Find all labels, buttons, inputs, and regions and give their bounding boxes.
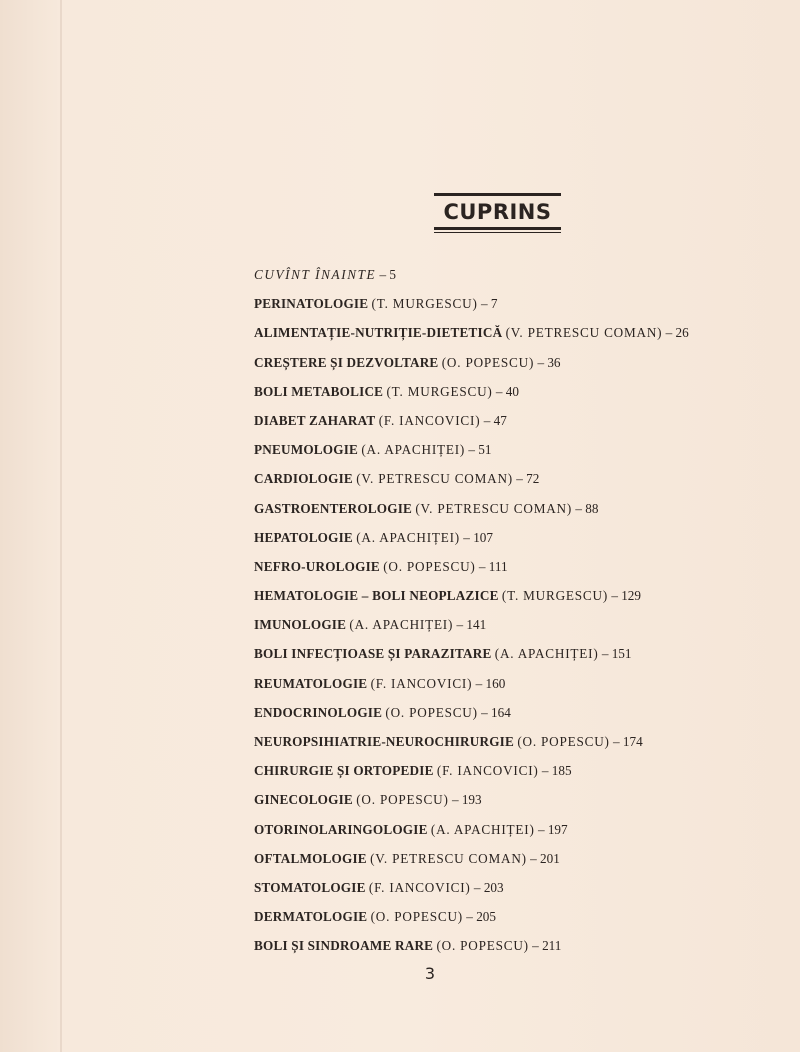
toc-entry: NEUROPSIHIATRIE-NEUROCHIRURGIE (O. POPESCU) – 174	[254, 734, 643, 749]
toc-author: (V. PETRESCU COMAN)	[415, 500, 573, 516]
toc-subject: GINECOLOGIE	[254, 792, 353, 808]
toc-subject: PNEUMOLOGIE	[254, 442, 359, 458]
toc-entry: IMUNOLOGIE (A. APACHIȚEI) – 141	[254, 617, 487, 633]
toc-subject: REUMATOLOGIE	[254, 675, 368, 691]
toc-page-number: 185	[551, 763, 572, 779]
toc-page-number: 88	[585, 500, 599, 516]
toc-page-number: 197	[547, 821, 568, 837]
table-of-contents	[254, 266, 774, 967]
toc-subject: BOLI ȘI SINDROAME RARE	[254, 938, 434, 954]
toc-page-number: 47	[493, 412, 507, 428]
toc-author: (V. PETRESCU COMAN)	[370, 850, 527, 866]
toc-page-number: 201	[540, 850, 560, 866]
toc-entry: DERMATOLOGIE (O. POPESCU) – 205	[254, 909, 496, 925]
toc-subject: ALIMENTAȚIE-NUTRIȚIE-DIETETICĂ	[254, 325, 503, 341]
toc-entry: HEPATOLOGIE (A. APACHIȚEI) – 107	[254, 529, 493, 545]
toc-subject: NEFRO-UROLOGIE	[254, 558, 380, 574]
toc-page-number: 7	[490, 296, 498, 312]
toc-subject: CUVÎNT ÎNAINTE	[254, 267, 377, 282]
toc-author: (A. APACHIȚEI)	[349, 617, 454, 633]
toc-author: (A. APACHIȚEI)	[356, 529, 460, 545]
toc-page-number: 164	[491, 704, 511, 720]
toc-entry: STOMATOLOGIE (F. IANCOVICI) – 203	[254, 879, 504, 895]
heading-bottom-thin-rule	[434, 232, 561, 233]
toc-author: (O. POPESCU)	[383, 558, 476, 574]
toc-entry: BOLI INFECȚIOASE ȘI PARAZITARE (A. APACHIȚEI) – 151	[254, 646, 632, 662]
toc-subject: HEMATOLOGIE – BOLI NEOPLAZICE	[254, 588, 499, 604]
toc-entry: GINECOLOGIE (O. POPESCU) – 193	[254, 792, 482, 808]
heading-block	[434, 193, 561, 233]
toc-subject: ENDOCRINOLOGIE	[254, 704, 383, 720]
toc-subject: PERINATOLOGIE	[254, 296, 369, 312]
toc-entry: ALIMENTAȚIE-NUTRIȚIE-DIETETICĂ (V. PETRESCU COMAN) – 26	[254, 325, 689, 341]
toc-author: (O. POPESCU)	[436, 938, 529, 954]
toc-page-number: 211	[542, 938, 562, 954]
binding-edge	[60, 0, 62, 1052]
toc-entry: REUMATOLOGIE (F. IANCOVICI) – 160	[254, 675, 506, 691]
toc-author: (O. POPESCU)	[356, 792, 449, 808]
toc-entry: CUVÎNT ÎNAINTE – 5	[254, 267, 396, 282]
toc-subject: CREȘTERE ȘI DEZVOLTARE	[254, 354, 439, 370]
toc-author: (T. MURGESCU)	[501, 588, 609, 604]
toc-subject: OFTALMOLOGIE	[254, 850, 367, 866]
toc-page-number: 193	[461, 792, 482, 808]
toc-page-number: 26	[675, 325, 689, 341]
toc-entry: BOLI ȘI SINDROAME RARE (O. POPESCU) – 211	[254, 938, 562, 954]
toc-page-number: 72	[526, 471, 540, 487]
toc-subject: BOLI INFECȚIOASE ȘI PARAZITARE	[254, 646, 492, 662]
page-number: 3	[424, 964, 436, 983]
toc-author: (F. IANCOVICI)	[370, 675, 473, 691]
toc-subject: STOMATOLOGIE	[254, 879, 366, 895]
toc-entry: PERINATOLOGIE (T. MURGESCU) – 7	[254, 296, 498, 312]
toc-page-number: 203	[483, 879, 504, 895]
toc-entry: OTORINOLARINGOLOGIE (A. APACHIȚEI) – 197	[254, 821, 568, 837]
toc-author: (T. MURGESCU)	[371, 296, 478, 312]
toc-author: (O. POPESCU)	[517, 734, 610, 749]
toc-subject: OTORINOLARINGOLOGIE	[254, 821, 428, 837]
toc-entry: DIABET ZAHARAT (F. IANCOVICI) – 47	[254, 412, 507, 428]
toc-subject: CARDIOLOGIE	[254, 471, 353, 487]
toc-author: (O. POPESCU)	[385, 704, 478, 720]
heading-top-rule	[434, 193, 561, 196]
toc-page-number: 151	[611, 646, 632, 662]
toc-author: (O. POPESCU)	[370, 909, 463, 925]
toc-page-number: 174	[622, 734, 643, 749]
toc-author: (A. APACHIȚEI)	[494, 646, 599, 662]
toc-entry: PNEUMOLOGIE (A. APACHIȚEI) – 51	[254, 442, 492, 458]
toc-subject: DERMATOLOGIE	[254, 909, 368, 925]
toc-page-number: 129	[621, 588, 641, 604]
toc-entry: OFTALMOLOGIE (V. PETRESCU COMAN) – 201	[254, 850, 560, 866]
toc-author: (F. IANCOVICI)	[378, 412, 481, 428]
toc-entry: ENDOCRINOLOGIE (O. POPESCU) – 164	[254, 704, 511, 720]
toc-entry: BOLI METABOLICE (T. MURGESCU) – 40	[254, 383, 519, 399]
toc-subject: NEUROPSIHIATRIE-NEUROCHIRURGIE	[254, 734, 515, 749]
toc-subject: DIABET ZAHARAT	[254, 412, 376, 428]
toc-page-number: 40	[505, 383, 519, 399]
toc-author: (A. APACHIȚEI)	[361, 442, 466, 458]
toc-entry: NEFRO-UROLOGIE (O. POPESCU) – 111	[254, 558, 508, 574]
toc-subject: HEPATOLOGIE	[254, 529, 353, 545]
toc-subject: BOLI METABOLICE	[254, 383, 384, 399]
heading-bottom-rule	[434, 227, 561, 230]
toc-page-number: 36	[547, 354, 561, 370]
toc-page-number: 107	[473, 529, 493, 545]
toc-page-number: 51	[478, 442, 492, 458]
toc-subject: IMUNOLOGIE	[254, 617, 347, 633]
toc-author: (O. POPESCU)	[441, 354, 535, 370]
toc-entry: GASTROENTEROLOGIE (V. PETRESCU COMAN) – 88	[254, 500, 599, 516]
toc-author: (V. PETRESCU COMAN)	[356, 471, 513, 487]
toc-author: (V. PETRESCU COMAN)	[505, 325, 663, 341]
toc-page-number: 5	[389, 267, 396, 282]
toc-page-number: 160	[485, 675, 506, 691]
page-title: CUPRINS	[443, 200, 552, 224]
toc-author: (F. IANCOVICI)	[436, 763, 539, 779]
toc-page-number: 141	[466, 617, 487, 633]
toc-author: (T. MURGESCU)	[386, 383, 493, 399]
toc-page-number: 205	[476, 909, 496, 925]
toc-author: (A. APACHIȚEI)	[430, 821, 535, 837]
toc-subject: CHIRURGIE ȘI ORTOPEDIE	[254, 763, 434, 779]
toc-entry: CHIRURGIE ȘI ORTOPEDIE (F. IANCOVICI) – 185	[254, 763, 572, 779]
toc-author: (F. IANCOVICI)	[368, 879, 471, 895]
toc-entry: CREȘTERE ȘI DEZVOLTARE (O. POPESCU) – 36	[254, 354, 561, 370]
toc-subject: GASTROENTEROLOGIE	[254, 500, 413, 516]
toc-entry: HEMATOLOGIE – BOLI NEOPLAZICE (T. MURGESCU) – 129	[254, 588, 641, 604]
toc-entry: CARDIOLOGIE (V. PETRESCU COMAN) – 72	[254, 471, 540, 487]
toc-page-number: 111	[488, 558, 508, 574]
